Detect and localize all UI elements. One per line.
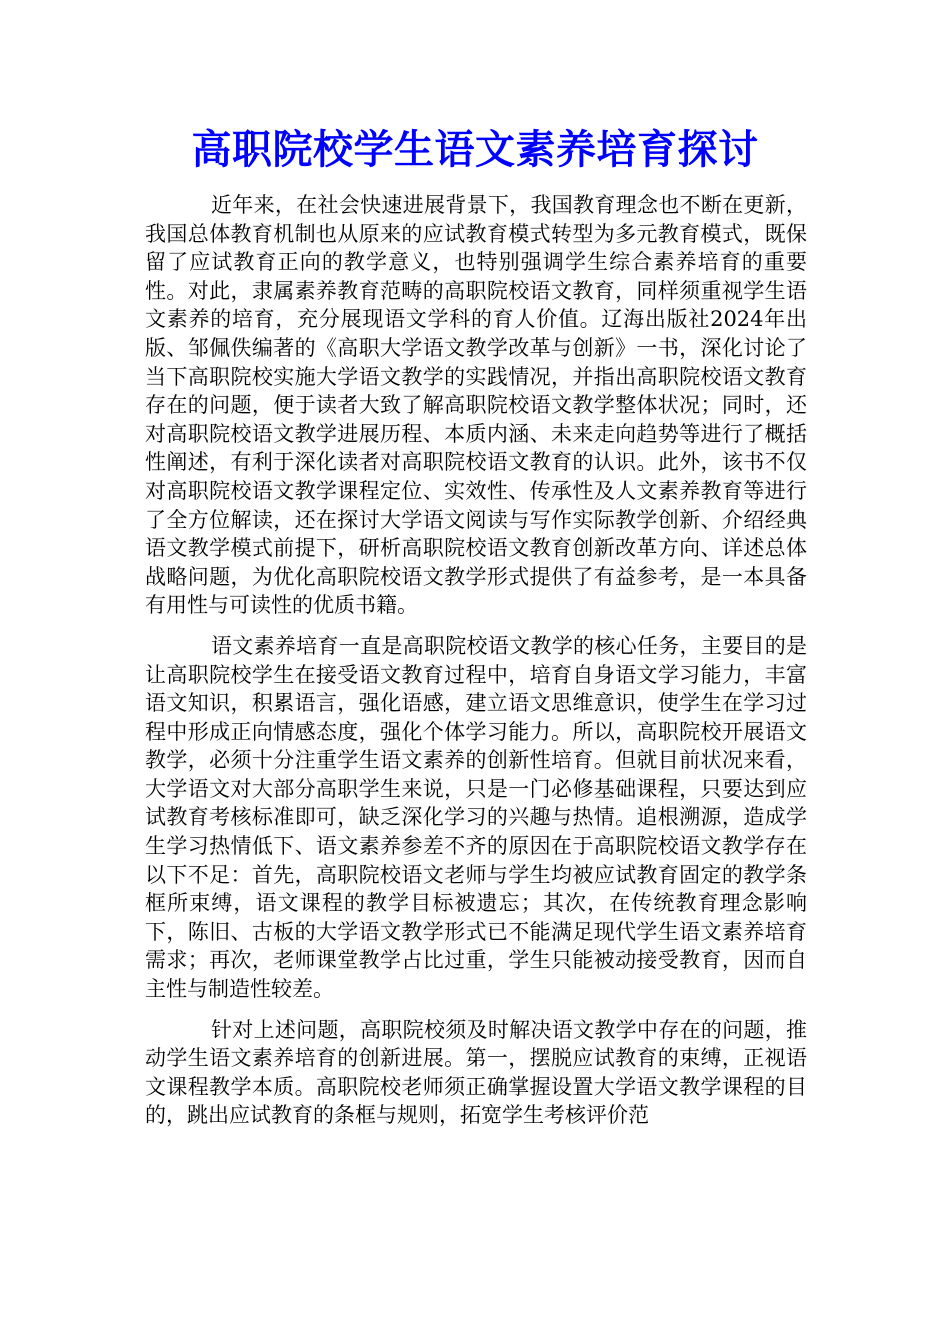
body-paragraph-3: 针对上述问题，高职院校须及时解决语文教学中存在的问题，推动学生语文素养培育的创新进展。第一，摆脱应试教育的束缚，正视语文课程教学本质。高职院校老师须正确掌握设置大学语文教学课程的目的，跳出应试教育的条框与规则，拓宽学生考核评价范 [145,1017,807,1128]
document-body [145,191,807,1142]
body-paragraph-1: 近年来，在社会快速进展背景下，我国教育理念也不断在更新，我国总体教育机制也从原来的应试教育模式转型为多元教育模式，既保留了应试教育正向的教学意义，也特别强调学生综合素养培育的重要性。对此，隶属素养教育范畴的高职院校语文教育，同样须重视学生语文素养的培育，充分展现语文学科的育人价值。辽海出版社2024年出版、邹佩佚编著的《高职大学语文教学改革与创新》一书，深化讨论了当下高职院校实施大学语文教学的实践情况，并指出高职院校语文教育存在的问题，便于读者大致了解高职院校语文教学整体状况；同时，还对高职院校语文教学进展历程、本质内涵、未来走向趋势等进行了概括性阐述，有利于深化读者对高职院校语文教育的认识。此外，该书不仅对高职院校语文教学课程定位、实效性、传承性及人文素养教育等进行了全方位解读，还在探讨大学语文阅读与写作实际教学创新、介绍经典语文教学模式前提下，研析高职院校语文教育创新改革方向、详述总体战略问题，为优化高职院校语文教学形式提供了有益参考，是一本具备有用性与可读性的优质书籍。 [145,193,807,618]
body-paragraph-2: 语文素养培育一直是高职院校语文教学的核心任务，主要目的是让高职院校学生在接受语文教育过程中，培育自身语文学习能力，丰富语文知识，积累语言，强化语感，建立语文思维意识，使学生在学习过程中形成正向情感态度，强化个体学习能力。所以，高职院校开展语文教学，必须十分注重学生语文素养的创新性培育。但就目前状况来看，大学语文对大部分高职学生来说，只是一门必修基础课程，只要达到应试教育考核标准即可，缺乏深化学习的兴趣与热情。追根溯源，造成学生学习热情低下、语文素养参差不齐的原因在于高职院校语文教学存在以下不足：首先，高职院校语文老师与学生均被应试教育固定的教学条框所束缚，语文课程的教学目标被遗忘；其次，在传统教育理念影响下，陈旧、古板的大学语文教学形式已不能满足现代学生语文素养培育需求；再次，老师课堂教学占比过重，学生只能被动接受教育，因而自主性与制造性较差。 [145,633,807,1002]
document-title: 高职院校学生语文素养培育探讨 [191,126,759,173]
